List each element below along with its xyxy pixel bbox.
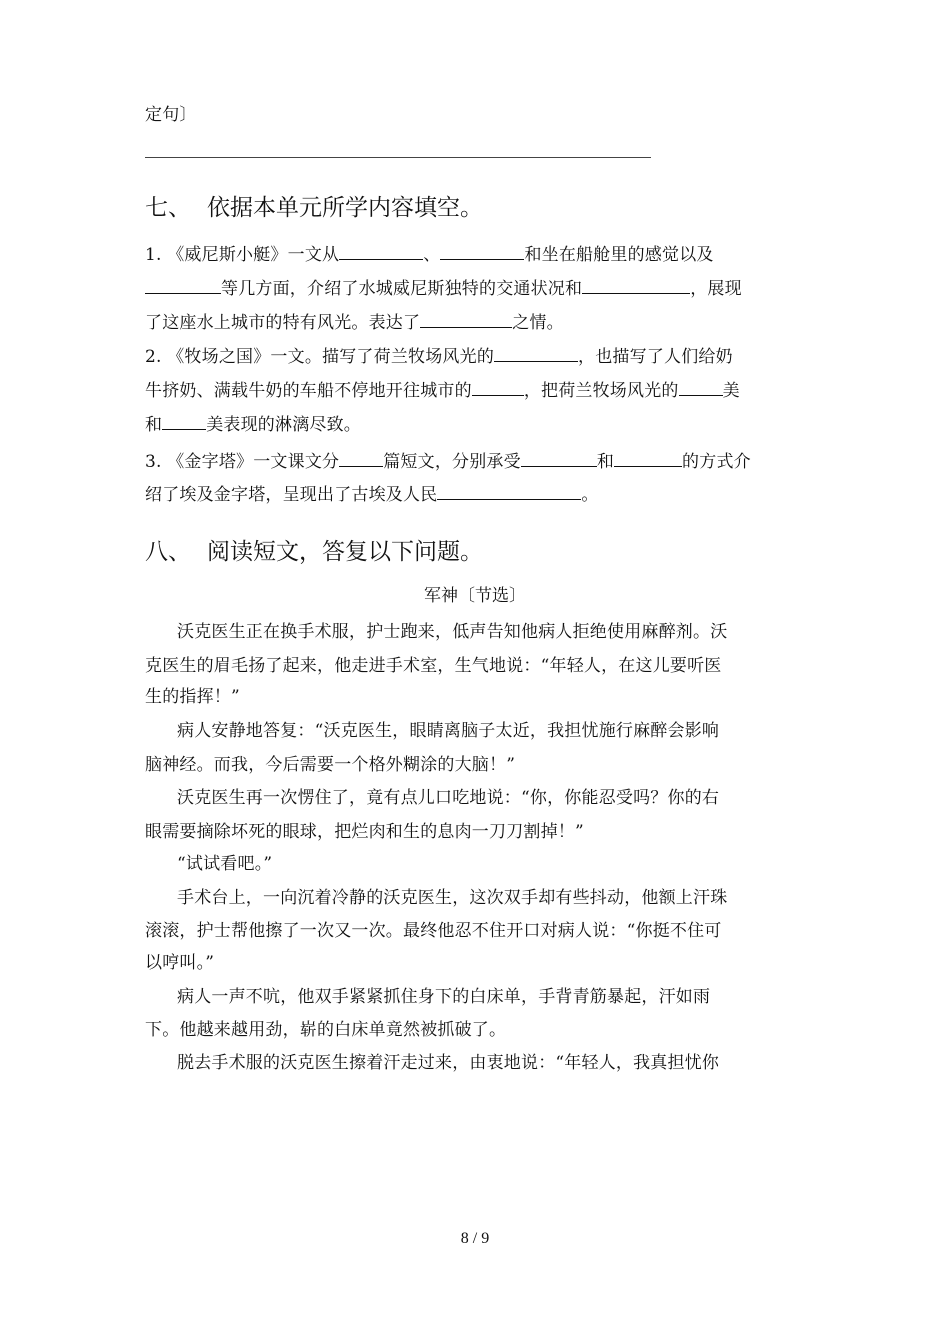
text: 和 bbox=[596, 452, 615, 472]
fill-blank[interactable] bbox=[472, 379, 524, 396]
question-2-line-2 bbox=[145, 379, 740, 402]
text: 美表现的淋漓尽致。 bbox=[206, 415, 362, 435]
passage-line: 病人安静地答复：“沃克医生，眼睛离脑子太近，我担忧施行麻醉会影响 bbox=[177, 721, 720, 741]
text: 篇短文，分别承受 bbox=[383, 452, 521, 472]
passage-line: 滚滚，护士帮他擦了一次又一次。最终他忍不住开口对病人说：“你挺不住可 bbox=[145, 921, 722, 941]
text: ，把荷兰牧场风光的 bbox=[523, 381, 679, 401]
passage-line: 脑神经。而我，今后需要一个格外糊涂的大脑！” bbox=[145, 755, 516, 775]
question-3-line-1 bbox=[145, 450, 751, 473]
fill-blank[interactable] bbox=[437, 483, 581, 500]
section-8-number: 八、 bbox=[145, 539, 191, 565]
text: 等几方面，介绍了水城威尼斯独特的交通状况和 bbox=[221, 279, 583, 299]
answer-line bbox=[145, 157, 651, 158]
text: 1. 《威尼斯小艇》一文从 bbox=[145, 245, 340, 265]
passage-line: 生的指挥！” bbox=[145, 687, 240, 707]
fill-blank[interactable] bbox=[440, 243, 524, 260]
fill-blank[interactable] bbox=[162, 413, 206, 430]
passage-line: 病人一声不吭，他双手紧紧抓住身下的白床单，手背青筋暴起，汗如雨 bbox=[177, 987, 711, 1007]
text: 绍了埃及金字塔，呈现出了古埃及人民 bbox=[145, 485, 438, 505]
page-number: 8 / 9 bbox=[460, 1230, 490, 1247]
top-fragment: 定句〕 bbox=[145, 105, 197, 125]
fill-blank[interactable] bbox=[145, 277, 221, 294]
fill-blank[interactable] bbox=[679, 379, 723, 396]
passage-line: 以哼叫。” bbox=[145, 953, 215, 973]
fill-blank[interactable] bbox=[339, 243, 423, 260]
text: 美 bbox=[722, 381, 740, 401]
text: 和坐在船舱里的感觉以及 bbox=[524, 245, 714, 265]
text: 之情。 bbox=[512, 313, 564, 333]
section-8-heading bbox=[145, 537, 483, 567]
question-2-line-3 bbox=[145, 413, 361, 436]
fill-blank[interactable] bbox=[582, 277, 690, 294]
passage-line: 沃克医生正在换手术服，护士跑来，低声告知他病人拒绝使用麻醉剂。沃 bbox=[177, 622, 728, 642]
text: 了这座水上城市的特有风光。表达了 bbox=[145, 313, 421, 333]
fill-blank[interactable] bbox=[420, 311, 512, 328]
section-7-title: 依据本单元所学内容填空。 bbox=[207, 195, 483, 221]
passage-line: 手术台上，一向沉着冷静的沃克医生，这次双手却有些抖动，他额上汗珠 bbox=[177, 888, 728, 908]
passage-line: 沃克医生再一次愣住了，竟有点儿口吃地说：“你，你能忍受吗？你的右 bbox=[177, 788, 720, 808]
question-1-line-1 bbox=[145, 243, 714, 266]
text: 牛挤奶、满载牛奶的车船不停地开往城市的 bbox=[145, 381, 472, 401]
section-7-number: 七、 bbox=[145, 195, 191, 221]
text: 的方式介 bbox=[682, 452, 751, 472]
text: 、 bbox=[423, 245, 441, 265]
fill-blank[interactable] bbox=[339, 450, 383, 467]
text: 和 bbox=[145, 415, 163, 435]
question-3-line-2 bbox=[145, 483, 599, 506]
fill-blank[interactable] bbox=[521, 450, 597, 467]
question-1-line-3 bbox=[145, 311, 564, 334]
passage-line: “试试看吧。” bbox=[177, 854, 273, 874]
text: ，展现 bbox=[690, 279, 742, 299]
section-7-heading bbox=[145, 193, 483, 223]
question-1-line-2 bbox=[145, 277, 742, 300]
fill-blank[interactable] bbox=[494, 345, 578, 362]
passage-line: 下。他越来越用劲，崭的白床单竟然被抓破了。 bbox=[145, 1020, 507, 1040]
passage-line: 脱去手术服的沃克医生擦着汗走过来，由衷地说：“年轻人，我真担忧你 bbox=[177, 1053, 720, 1073]
section-8-title: 阅读短文，答复以下问题。 bbox=[207, 539, 483, 565]
question-2-line-1 bbox=[145, 345, 733, 368]
passage-title: 军神〔节选〕 bbox=[424, 586, 526, 606]
text: 。 bbox=[581, 485, 599, 505]
text: 2. 《牧场之国》一文。描写了荷兰牧场风光的 bbox=[145, 347, 495, 367]
fill-blank[interactable] bbox=[614, 450, 682, 467]
passage-line: 克医生的眉毛扬了起来，他走进手术室，生气地说：“年轻人，在这儿要听医 bbox=[145, 656, 722, 676]
passage-line: 眼需要摘除坏死的眼球，把烂肉和生的息肉一刀刀割掉！” bbox=[145, 822, 584, 842]
text: 3. 《金字塔》一文课文分 bbox=[145, 452, 340, 472]
text: ，也描写了人们给奶 bbox=[578, 347, 733, 367]
